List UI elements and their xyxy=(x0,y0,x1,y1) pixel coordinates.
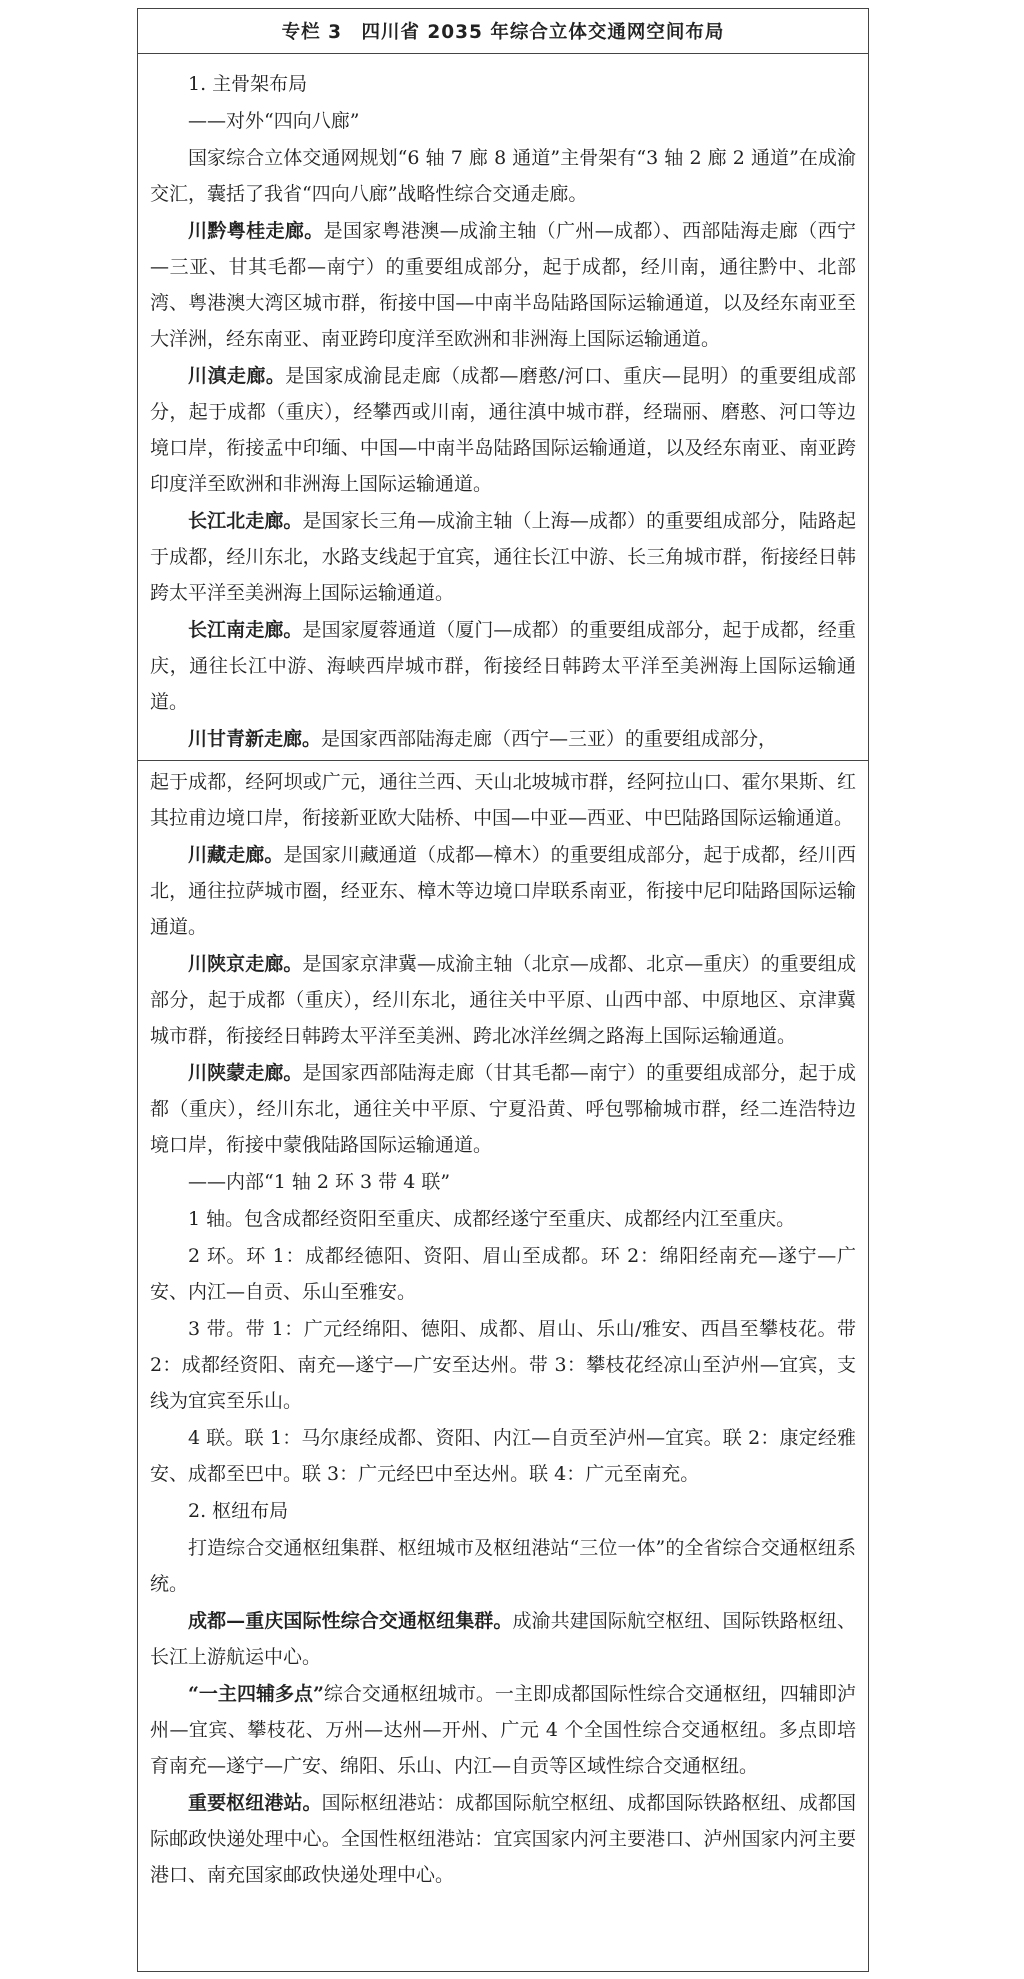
paragraph-text: 2. 枢纽布局 xyxy=(188,1500,289,1522)
paragraph-lead: 川甘青新走廊。 xyxy=(188,728,322,750)
paragraph xyxy=(150,1055,856,1163)
panel-top-content xyxy=(138,54,868,757)
paragraph-text: 是国家长三角—成渝主轴（上海—成都）的重要组成部分，陆路起于成都，经川东北，水路支线起于宜宾，通往长江中游、长三角城市群，衔接经日韩跨太平洋至美洲海上国际运输通道。 xyxy=(150,510,856,604)
paragraph-lead: 长江南走廊。 xyxy=(188,619,303,641)
paragraph xyxy=(150,1311,856,1419)
paragraph-text: 是国家厦蓉通道（厦门—成都）的重要组成部分，起于成都，经重庆，通往长江中游、海峡西岸城市群，衔接经日韩跨太平洋至美洲海上国际运输通道。 xyxy=(150,619,856,713)
paragraph-text: 是国家川藏通道（成都—樟木）的重要组成部分，起于成都，经川西北，通往拉萨城市圈，经亚东、樟木等边境口岸联系南亚，衔接中尼印陆路国际运输通道。 xyxy=(150,844,856,938)
paragraph xyxy=(150,1420,856,1492)
paragraph-text: 成渝共建国际航空枢纽、国际铁路枢纽、长江上游航运中心。 xyxy=(150,1610,856,1668)
paragraph xyxy=(150,358,856,502)
paragraph xyxy=(150,1493,856,1529)
paragraph-text: 是国家成渝昆走廊（成都—磨憨/河口、重庆—昆明）的重要组成部分，起于成都（重庆），经攀西或川南，通往滇中城市群，经瑞丽、磨憨、河口等边境口岸，衔接孟中印缅、中国—中南半岛陆路国际运输通道，以及经东南亚、南亚跨印度洋至欧洲和非洲海上国际运输通道。 xyxy=(150,365,856,495)
paragraph xyxy=(150,721,856,757)
paragraph xyxy=(150,1238,856,1310)
paragraph-text: 4 联。联 1：马尔康经成都、资阳、内江—自贡至泸州—宜宾。联 2：康定经雅安、成都至巴中。联 3：广元经巴中至达州。联 4：广元至南充。 xyxy=(150,1427,856,1485)
paragraph-lead: “一主四辅多点” xyxy=(188,1683,324,1705)
paragraph xyxy=(150,837,856,945)
paragraph-lead: 重要枢纽港站。 xyxy=(188,1792,322,1814)
paragraph xyxy=(150,103,856,139)
paragraph-text: 是国家京津冀—成渝主轴（北京—成都、北京—重庆）的重要组成部分，起于成都（重庆），经川东北，通往关中平原、山西中部、中原地区、京津冀城市群，衔接经日韩跨太平洋至美洲、跨北冰洋丝绸之路海上国际运输通道。 xyxy=(150,953,856,1047)
paragraph xyxy=(150,140,856,212)
paragraph-lead: 川陕京走廊。 xyxy=(188,953,303,975)
panel-bottom-content xyxy=(138,761,868,1893)
paragraph-text: 3 带。带 1：广元经绵阳、德阳、成都、眉山、乐山/雅安、西昌至攀枝花。带 2：成都经资阳、南充—遂宁—广安至达州。带 3：攀枝花经凉山至泸州—宜宾，支线为宜宾至乐山。 xyxy=(150,1318,856,1412)
paragraph-text: 国际枢纽港站：成都国际航空枢纽、成都国际铁路枢纽、成都国际邮政快递处理中心。全国性枢纽港站：宜宾国家内河主要港口、泸州国家内河主要港口、南充国家邮政快递处理中心。 xyxy=(150,1792,856,1886)
paragraph-lead: 成都—重庆国际性综合交通枢纽集群。 xyxy=(188,1610,513,1632)
paragraph-text: 是国家粤港澳—成渝主轴（广州—成都）、西部陆海走廊（西宁—三亚、甘其毛都—南宁）的重要组成部分，起于成都，经川南，通往黔中、北部湾、粤港澳大湾区城市群，衔接中国—中南半岛陆路国际运输通道，以及经东南亚至大洋洲，经东南亚、南亚跨印度洋至欧洲和非洲海上国际运输通道。 xyxy=(150,220,856,350)
paragraph xyxy=(150,1785,856,1893)
paragraph-text: 综合交通枢纽城市。一主即成都国际性综合交通枢纽，四辅即泸州—宜宾、攀枝花、万州—达州—开州、广元 4 个全国性综合交通枢纽。多点即培育南充—遂宁—广安、绵阳、乐山、内江—自贡等区域性综合交通枢纽。 xyxy=(150,1683,856,1777)
paragraph xyxy=(150,1530,856,1602)
panel-top xyxy=(137,8,869,763)
paragraph-lead: 长江北走廊。 xyxy=(188,510,303,532)
panel-title: 专栏 3 四川省 2035 年综合立体交通网空间布局 xyxy=(138,9,868,54)
paragraph xyxy=(150,503,856,611)
paragraph-lead: 川藏走廊。 xyxy=(188,844,284,866)
paragraph-lead: 川滇走廊。 xyxy=(188,365,286,387)
paragraph xyxy=(150,612,856,720)
paragraph xyxy=(150,1676,856,1784)
paragraph xyxy=(150,1164,856,1200)
paragraph xyxy=(150,764,856,836)
paragraph xyxy=(150,66,856,102)
paragraph xyxy=(150,946,856,1054)
panel-bottom xyxy=(137,760,869,1972)
paragraph xyxy=(150,1603,856,1675)
paragraph-text: ——对外“四向八廊” xyxy=(188,110,360,132)
paragraph-lead: 川陕蒙走廊。 xyxy=(188,1062,303,1084)
paragraph-lead: 川黔粤桂走廊。 xyxy=(188,220,324,242)
paragraph-text: ——内部“1 轴 2 环 3 带 4 联” xyxy=(188,1171,451,1193)
paragraph-text: 起于成都，经阿坝或广元，通往兰西、天山北坡城市群，经阿拉山口、霍尔果斯、红其拉甫边境口岸，衔接新亚欧大陆桥、中国—中亚—西亚、中巴陆路国际运输通道。 xyxy=(150,771,856,829)
paragraph-text: 打造综合交通枢纽集群、枢纽城市及枢纽港站“三位一体”的全省综合交通枢纽系统。 xyxy=(150,1537,856,1595)
paragraph-text: 2 环。环 1：成都经德阳、资阳、眉山至成都。环 2：绵阳经南充—遂宁—广安、内江—自贡、乐山至雅安。 xyxy=(150,1245,856,1303)
paragraph-text: 1. 主骨架布局 xyxy=(188,73,308,95)
paragraph xyxy=(150,213,856,357)
paragraph-text: 是国家西部陆海走廊（西宁—三亚）的重要组成部分， xyxy=(321,728,778,750)
paragraph xyxy=(150,1201,856,1237)
paragraph-text: 是国家西部陆海走廊（甘其毛都—南宁）的重要组成部分，起于成都（重庆），经川东北，通往关中平原、宁夏沿黄、呼包鄂榆城市群，经二连浩特边境口岸，衔接中蒙俄陆路国际运输通道。 xyxy=(150,1062,856,1156)
paragraph-text: 1 轴。包含成都经资阳至重庆、成都经遂宁至重庆、成都经内江至重庆。 xyxy=(188,1208,796,1230)
paragraph-text: 国家综合立体交通网规划“6 轴 7 廊 8 通道”主骨架有“3 轴 2 廊 2 通道”在成渝交汇，囊括了我省“四向八廊”战略性综合交通走廊。 xyxy=(150,147,856,205)
